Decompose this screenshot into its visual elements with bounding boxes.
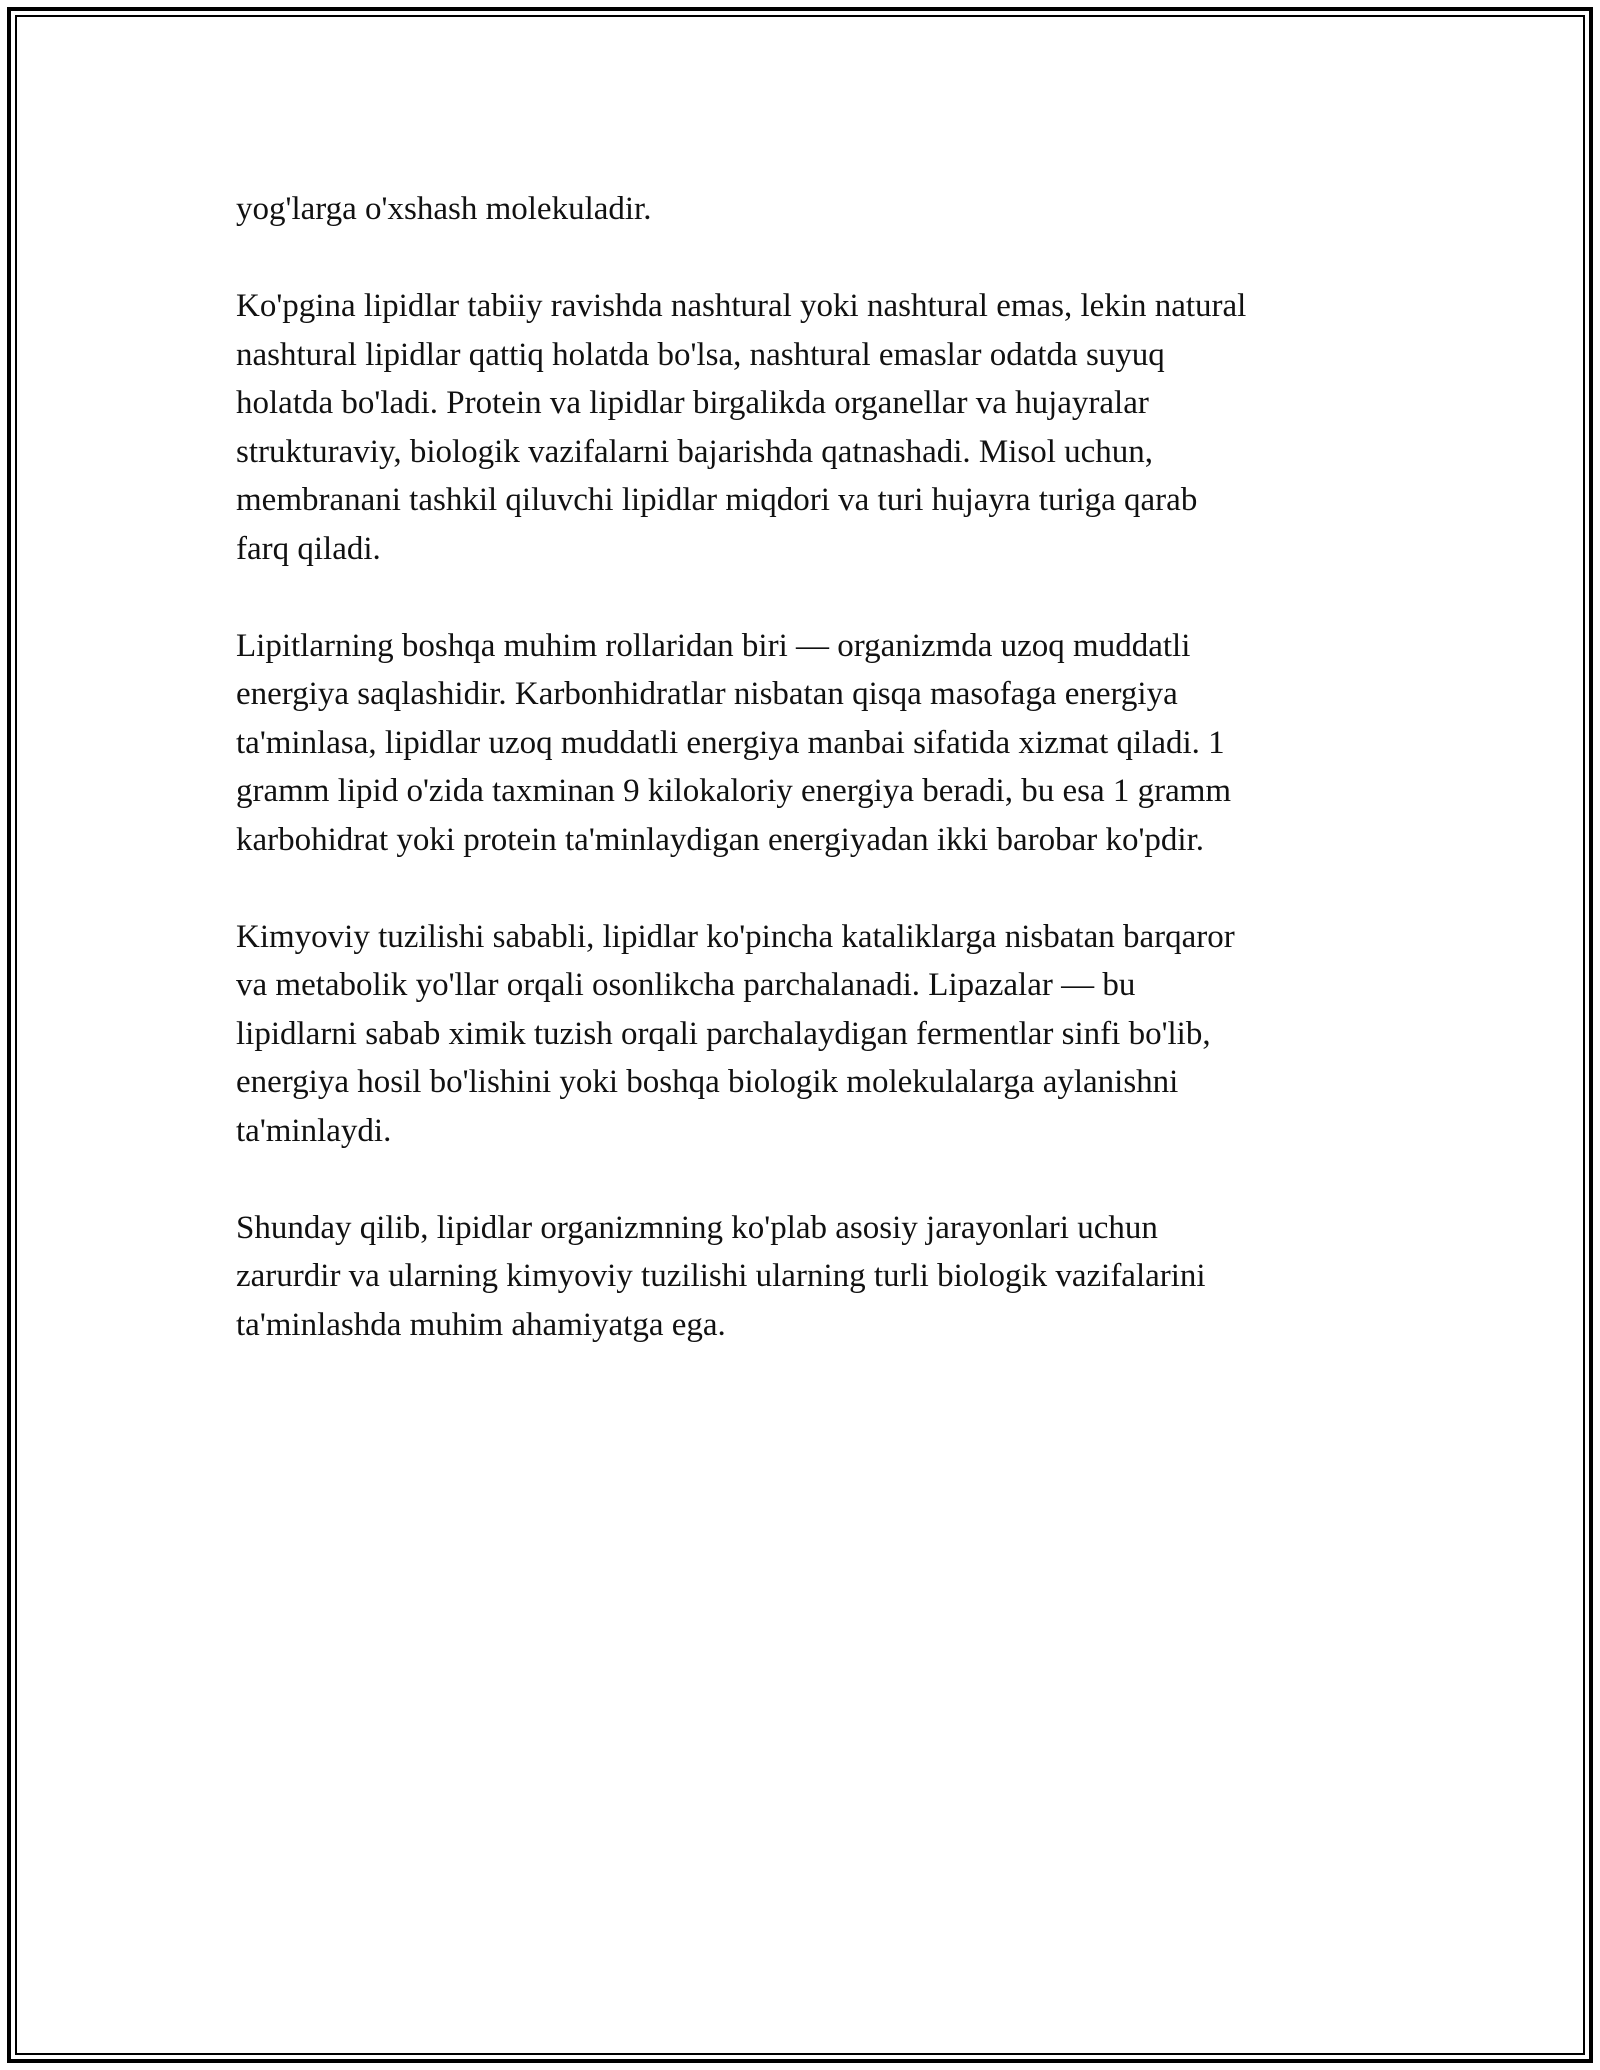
paragraph-3: Lipitlarning boshqa muhim rollaridan biri — organizmda uzoq muddatli energiya saqlashidir. Karbonhidratlar nisbatan qisqa masofaga energiya ta'minlasa, lipidlar uzoq muddatli energiya manbai sifatida xizmat qiladi. 1 gramm lipid o'zida taxminan 9 kilokaloriy energiya beradi, bu esa 1 gramm karbohidrat yoki protein ta'minlaydigan energiyadan ikki barobar ko'pdir.	[236, 627, 1232, 858]
paragraph-5: Shunday qilib, lipidlar organizmning ko'plab asosiy jarayonlari uchun zarurdir va ularning kimyoviy tuzilishi ularning turli biologik vazifalarini ta'minlashda muhim ahamiyatga ega.	[236, 1209, 1206, 1343]
paragraph-2: Ko'pgina lipidlar tabiiy ravishda nashtural yoki nashtural emas, lekin natural nashtural lipidlar qattiq holatda bo'lsa, nashtural emaslar odatda suyuq holatda bo'ladi. Protein va lipidlar birgalikda organellar va hujayralar strukturaviy, biologik vazifalarni bajarishda qatnashadi. Misol uchun, membranani tashkil qiluvchi lipidlar miqdori va turi hujayra turiga qarab farq qiladi.	[236, 288, 1247, 567]
paragraph-1: yog'larga o'xshash molekuladir.	[236, 191, 652, 227]
paragraph-4: Kimyoviy tuzilishi sababli, lipidlar ko'pincha kataliklarga nisbatan barqaror va metabolik yo'llar orqali osonlikcha parchalanadi. Lipazalar — bu lipidlarni sabab ximik tuzish orqali parchalaydigan fermentlar sinfi bo'lib, energiya hosil bo'lishini yoki boshqa biologik molekulalarga aylanishni ta'minlaydi.	[236, 918, 1235, 1149]
document-body	[236, 185, 1376, 1398]
